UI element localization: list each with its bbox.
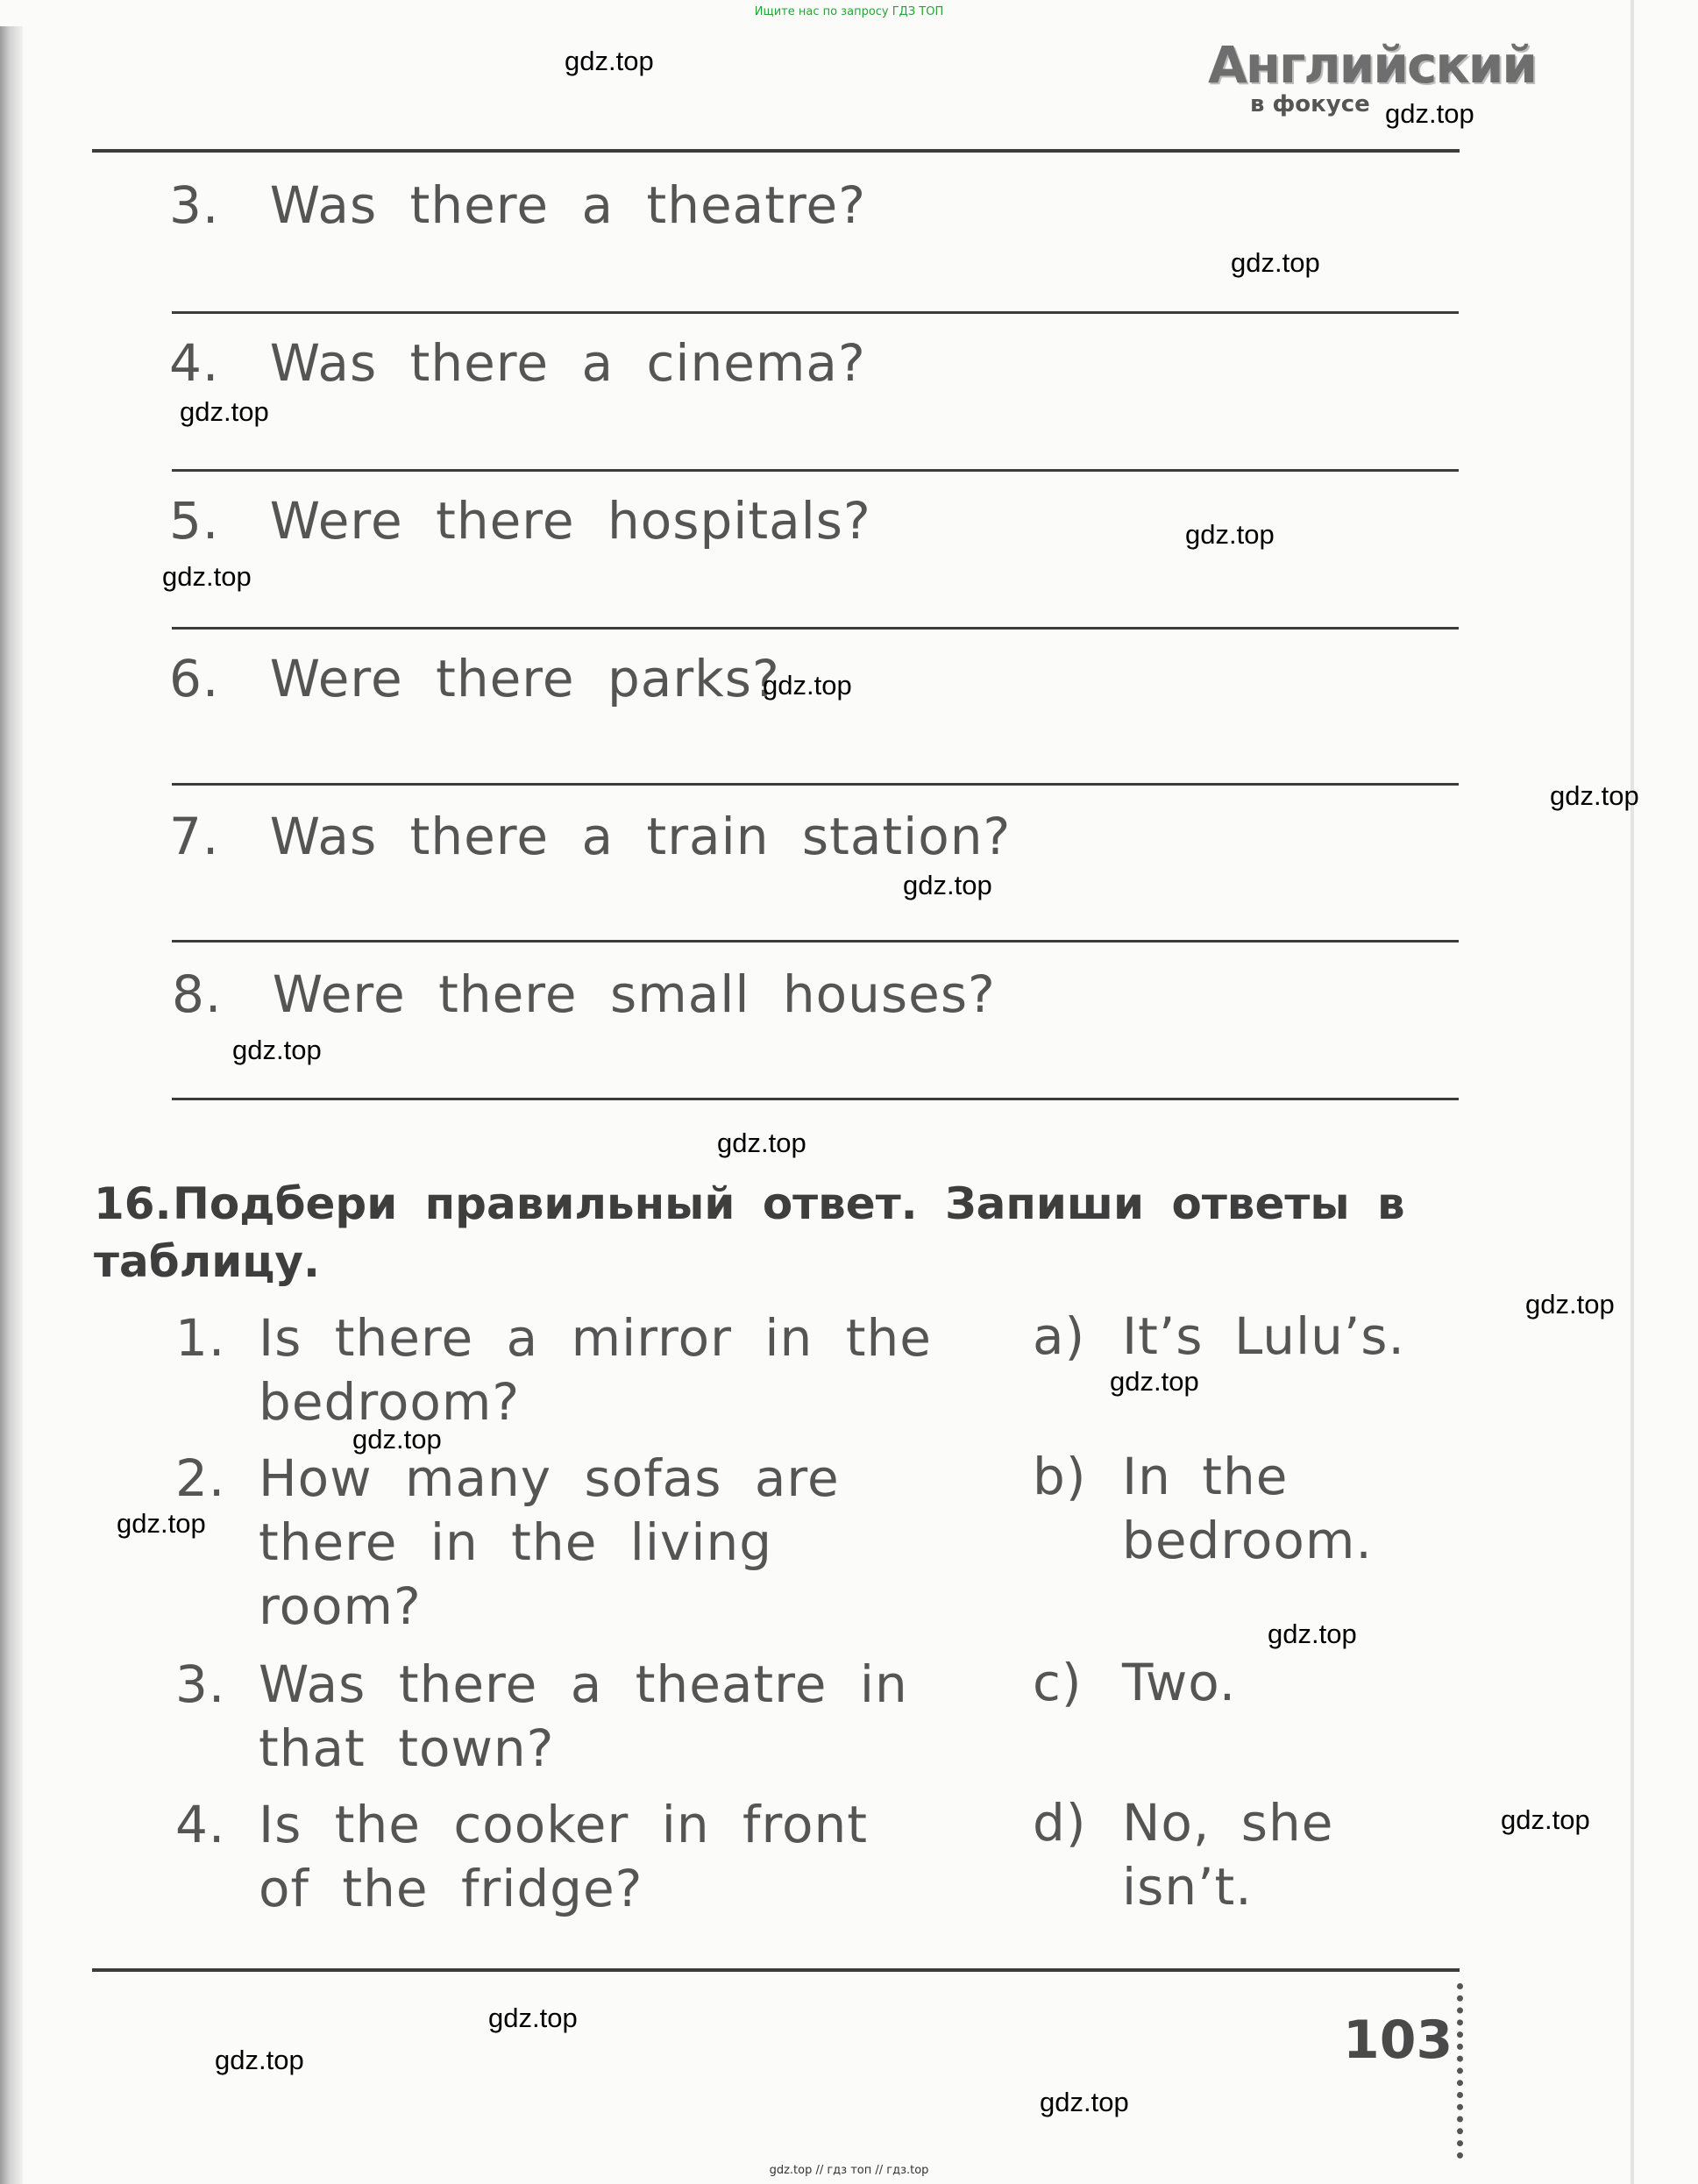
question-text: Was there a train station? bbox=[269, 807, 1012, 866]
watermark: gdz.top bbox=[903, 870, 992, 900]
watermark: gdz.top bbox=[162, 561, 252, 592]
answer-text: No, she isn’t. bbox=[1122, 1793, 1334, 1917]
question-5 bbox=[169, 491, 871, 551]
question-7 bbox=[169, 807, 1011, 866]
question-number: 8. bbox=[172, 964, 223, 1024]
item-number: 1. bbox=[175, 1308, 226, 1368]
question-text: Was there a theatre? bbox=[269, 175, 866, 235]
task-number: 16. bbox=[94, 1178, 172, 1229]
watermark: gdz.top bbox=[1550, 780, 1639, 811]
item-number: 2. bbox=[175, 1448, 226, 1508]
watermark: gdz.top bbox=[1525, 1289, 1615, 1320]
answer-label: b) bbox=[1033, 1447, 1087, 1506]
logo-subtitle: в фокусе bbox=[1250, 91, 1370, 117]
question-6 bbox=[169, 649, 780, 708]
answer-line bbox=[172, 469, 1459, 472]
watermark: gdz.top bbox=[215, 2045, 304, 2075]
question-4 bbox=[169, 333, 866, 393]
item-text: How many sofas are there in the living room? bbox=[259, 1448, 840, 1636]
item-text: Is there a mirror in the bedroom? bbox=[259, 1308, 932, 1432]
item-text: Is the cooker in front of the fridge? bbox=[259, 1795, 869, 1918]
answer-label: c) bbox=[1033, 1653, 1083, 1712]
question-number: 3. bbox=[169, 175, 220, 235]
answer-label: d) bbox=[1033, 1793, 1087, 1853]
watermark: gdz.top bbox=[117, 1508, 206, 1539]
question-number: 6. bbox=[169, 649, 220, 708]
page-edge-dots bbox=[1457, 1983, 1470, 2159]
page-edge bbox=[1631, 0, 1634, 2184]
watermark: gdz.top bbox=[1185, 519, 1275, 550]
question-8 bbox=[172, 964, 996, 1024]
watermark: gdz.top bbox=[763, 670, 852, 701]
watermark: gdz.top bbox=[1110, 1366, 1199, 1397]
item-text: Was there a theatre in that town? bbox=[259, 1654, 908, 1778]
watermark: gdz.top bbox=[1501, 1804, 1590, 1835]
question-number: 7. bbox=[169, 807, 220, 866]
item-number: 4. bbox=[175, 1795, 226, 1854]
watermark: gdz.top bbox=[1268, 1618, 1357, 1649]
question-text: Were there hospitals? bbox=[269, 491, 871, 551]
page-number: 103 bbox=[1343, 2010, 1453, 2071]
answer-line bbox=[172, 311, 1459, 314]
bottom-banner: gdz.top // гдз топ // гдз.top bbox=[769, 2164, 929, 2177]
watermark: gdz.top bbox=[488, 2003, 578, 2033]
question-text: Were there small houses? bbox=[272, 964, 996, 1024]
answer-label: a) bbox=[1033, 1306, 1086, 1366]
answer-line bbox=[172, 627, 1459, 630]
question-text: Were there parks? bbox=[269, 649, 780, 708]
task-instruction: Подбери правильный ответ. Запиши ответы в таблицу. bbox=[94, 1178, 1405, 1287]
question-number: 5. bbox=[169, 491, 220, 551]
answer-text: In the bedroom. bbox=[1122, 1447, 1373, 1570]
watermark: gdz.top bbox=[1231, 247, 1320, 278]
answer-line bbox=[172, 1098, 1459, 1100]
header-rule bbox=[92, 149, 1460, 153]
watermark: gdz.top bbox=[352, 1424, 442, 1455]
answer-line bbox=[172, 783, 1459, 786]
question-number: 4. bbox=[169, 333, 220, 393]
top-banner: Ищите нас по запросу ГДЗ ТОП bbox=[754, 5, 944, 18]
task-16-heading bbox=[94, 1175, 1409, 1291]
answer-line bbox=[172, 940, 1459, 943]
watermark: gdz.top bbox=[180, 396, 269, 427]
watermark: gdz.top bbox=[232, 1035, 322, 1065]
watermark: gdz.top bbox=[1040, 2087, 1129, 2117]
book-spine-shadow bbox=[0, 26, 23, 2184]
question-3 bbox=[169, 175, 866, 235]
answer-text: Two. bbox=[1122, 1653, 1237, 1712]
watermark: gdz.top bbox=[717, 1128, 806, 1158]
item-number: 3. bbox=[175, 1654, 226, 1714]
watermark: gdz.top bbox=[565, 46, 654, 76]
footer-rule bbox=[92, 1968, 1460, 1972]
question-text: Was there a cinema? bbox=[269, 333, 866, 393]
logo-title: Английский bbox=[1208, 35, 1537, 95]
answer-text: It’s Lulu’s. bbox=[1122, 1306, 1405, 1366]
watermark: gdz.top bbox=[1385, 98, 1474, 129]
